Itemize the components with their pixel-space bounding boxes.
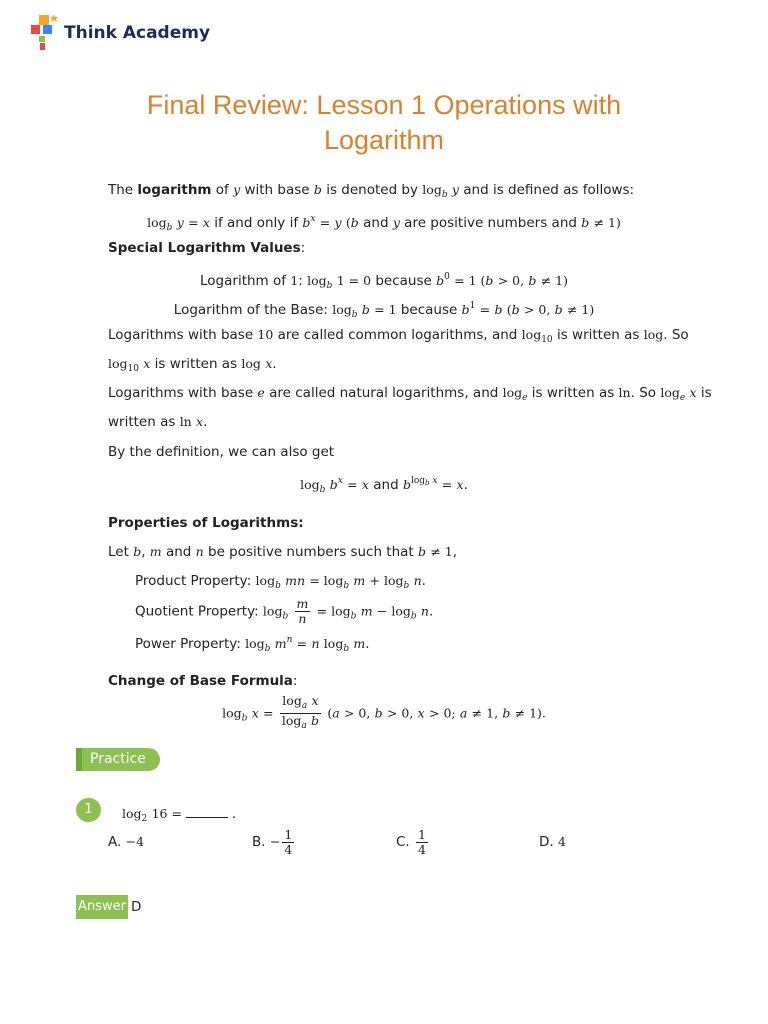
option-a[interactable] [108,833,144,851]
special-values-heading [108,239,305,257]
title-line-2: Logarithm [323,125,445,155]
definition-formula: $\log_b y = x$ if and only if $b^x = y$ (b and y are positive numbers and b ≠ 1) [147,214,621,233]
quotient-fraction: $\frac{m}{n}$ [296,596,309,626]
because-2: because [400,302,458,318]
practice-tab: Practice [76,748,160,771]
common-part2: are called common logarithms, and [277,327,518,343]
product-property: Product Property: $\log_b$ mn = $\log_b m + \log_b n$. [135,573,426,591]
log-of-base-label: Logarithm of the Base: [173,302,328,318]
intro-defined: and is defined as follows: [463,182,635,198]
answer-blank [186,805,228,818]
change-of-base-formula: $\log_b x$ = $\frac{\log_a x}{\log_a b}$ (a > 0, b > 0, x > 0; a ≠ 1, b ≠ 1). [222,693,546,731]
definition-get-line: By the definition, we can also get [108,444,335,460]
because-1: because [375,273,432,289]
option-b-letter: B. [252,834,266,850]
definition-positive: are positive numbers and [404,215,577,231]
common-log-line-1: Logarithms with base 10 are called common logarithms, and $\log_{10}$ is written as log. So [108,327,689,345]
natural-part1: Logarithms with base [108,385,254,401]
option-c-letter: C. [396,834,410,850]
natural-part2: are called natural logarithms, and [269,385,499,401]
option-a-letter: A. [108,834,122,850]
properties-let-line: Let b, m and n be positive numbers such that b ≠ 1, [108,544,458,560]
option-d[interactable] [539,833,566,851]
common-log-line-2: $\log_{10} x$ is written as log x. [108,356,277,374]
quotient-property: Quotient Property: $\log_b$ $\frac{m}{n}$ = $\log_b m - \log_b n$. [135,596,434,626]
properties-and: and [165,544,192,560]
intro-with-base: with base [244,182,310,198]
think-academy-logo-icon [30,12,60,52]
natural-part5: is [700,385,712,401]
change-of-base-text: Change of Base Formula [108,673,293,689]
properties-let: Let [108,544,129,560]
natural-part4: So [639,385,657,401]
intro-of: of [215,182,229,198]
properties-heading: Properties of Logarithms: [108,515,304,531]
natural-part3: is written as [531,385,615,401]
option-c-fraction: $\frac{1}{4}$ [418,826,426,857]
change-of-base-colon: : [292,673,298,689]
special-heading-text: Special Logarithm Values [108,240,301,256]
definition-and: and [363,215,389,231]
common-part1: Logarithms with base [108,327,254,343]
option-c[interactable] [396,826,430,858]
natural-log-line-2: written as ln x. [108,414,208,430]
change-of-base-heading [108,672,297,690]
answer-tag: Answer [76,895,128,919]
intro-line: The logarithm of y with base b is denoted by $\log_b y$ and is defined as follows: [108,182,635,200]
option-b[interactable]: B. − $\frac{1}{4}$ [252,826,293,857]
option-b-fraction: $\frac{1}{4}$ [284,826,293,857]
intro-the: The [108,182,134,198]
intro-denoted: is denoted by [326,182,418,198]
question-stem: $\log_2 16$ = . [122,806,237,824]
properties-positive: be positive numbers such that [208,544,414,560]
log-of-one-formula: Logarithm of 1: $\log_b 1 = 0$ because $b^0 = 1$ (b > 0, b ≠ 1) [200,272,568,291]
natural-log-line-1: Logarithms with base e are called natural logarithms, and $\log_e$ is written as ln. So $\log_e x$ is [108,385,712,403]
page-title [0,88,768,158]
common-part3: is written as [556,327,640,343]
if-and-only-if: if and only if [214,215,299,231]
power-label: Power Property: [135,636,241,652]
quotient-label: Quotient Property: [135,603,259,620]
option-a-value: −4 [125,834,145,849]
log-of-one-label: Logarithm of [200,273,287,289]
common-part5: is written as [154,356,238,372]
question-number-badge: 1 [76,798,101,822]
change-of-base-fraction: $\frac{\log_a x}{\log_a b}$ [281,693,320,731]
inverse-identity-formula: $\log_b b^x = x$ and $b^{logb}$ $^x$ = x. [300,476,468,495]
option-d-letter: D. [539,834,554,850]
option-d-value: 4 [557,834,566,849]
common-part4: So [671,327,689,343]
log-of-base-formula: Logarithm of the Base: $\log_b b = 1$ because $b^1 = b$ (b > 0, b ≠ 1) [173,301,595,320]
answer-value: D [131,899,142,915]
natural-part6: written as [108,414,176,430]
brand-name: Think Academy [64,23,211,43]
intro-term: logarithm [137,182,212,198]
special-heading-colon: : [300,240,306,256]
logo [30,12,220,52]
product-label: Product Property: [135,573,252,589]
title-line-1: Final Review: Lesson 1 Operations with [146,90,622,120]
identity-and: and [373,477,399,493]
power-property: Power Property: $\log_b m^n = n$ $\log_b m$. [135,635,370,654]
